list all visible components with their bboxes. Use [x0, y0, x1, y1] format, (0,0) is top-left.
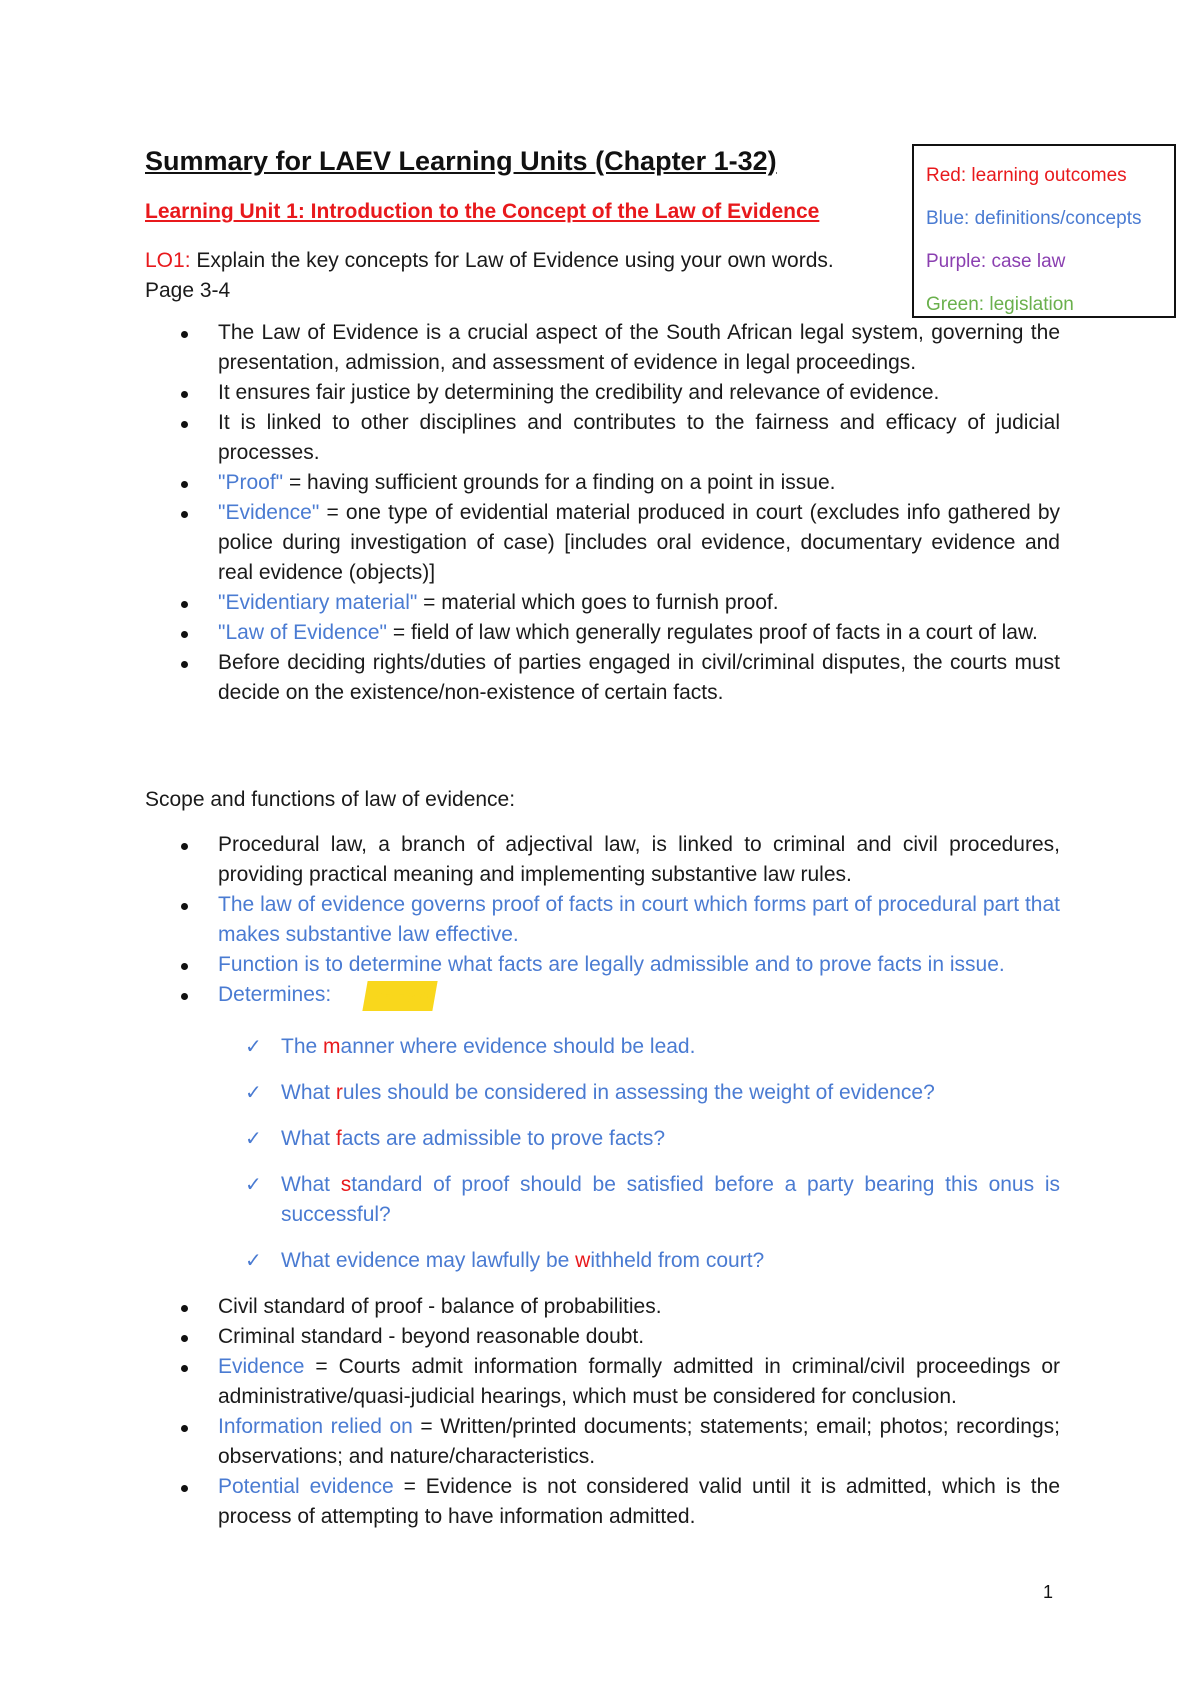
list-item [145, 1292, 1060, 1322]
lo-page: Page 3-4 [145, 279, 231, 302]
list-item [145, 498, 1060, 588]
list-item-text: Determines: [218, 983, 332, 1006]
list-item [145, 1322, 1060, 1352]
list-item-text: = one type of evidential material produced in court (excludes info gathered by police during investigation of case) [includes oral evidence, documentary evidence and real evidence (objects)] [218, 501, 1060, 584]
checklist-text: What evidence may lawfully be [281, 1249, 576, 1272]
bullet-icon [181, 1305, 188, 1312]
mnemonic-letter: s [340, 1173, 352, 1196]
scope-list [145, 830, 1060, 1011]
list-item [145, 408, 1060, 468]
lo-text: Explain the key concepts for Law of Evidence using your own words. [190, 249, 834, 272]
list-item-text: = Written/printed documents; statements; email; photos; recordings; observations; and nature/characteristics. [218, 1415, 1060, 1468]
determines-checklist [145, 1032, 1060, 1292]
list-item-text: Function is to determine what facts are legally admissible and to prove facts in issue. [218, 953, 1005, 976]
checklist-text: ules should be considered in assessing the weight of evidence? [342, 1081, 935, 1104]
checkmark-icon: ✓ [245, 1174, 262, 1196]
mnemonic-letter: f [335, 1127, 342, 1150]
list-item [145, 980, 1060, 1011]
legend-blue: Blue: definitions/concepts [926, 208, 1142, 229]
defined-term: Information relied on [218, 1415, 413, 1438]
checklist-item [145, 1124, 1060, 1154]
legend-purple: Purple: case law [926, 251, 1066, 272]
list-item-text: Procedural law, a branch of adjectival law, is linked to criminal and civil procedures, providing practical meaning and implementing substantive law rules. [218, 833, 1060, 886]
bullet-icon [181, 331, 188, 338]
bullet-icon [181, 963, 188, 970]
legend-red: Red: learning outcomes [926, 165, 1127, 186]
defined-term: "Proof" [218, 471, 284, 494]
defined-term: "Law of Evidence" [218, 621, 388, 644]
list-item-text: = Courts admit information formally admitted in criminal/civil proceedings or administrative/quasi-judicial hearings, which must be considered for conclusion. [218, 1355, 1060, 1408]
list-item [145, 1472, 1060, 1532]
list-item-text: Criminal standard - beyond reasonable doubt. [218, 1325, 645, 1348]
checklist-item [145, 1078, 1060, 1108]
document-title: Summary for LAEV Learning Units (Chapter 1-32) [145, 146, 777, 176]
bullet-icon [181, 1485, 188, 1492]
bullet-icon [181, 843, 188, 850]
list-item-text: Civil standard of proof - balance of probabilities. [218, 1295, 662, 1318]
checkmark-icon: ✓ [245, 1128, 262, 1150]
bullet-icon [181, 421, 188, 428]
bullet-icon [181, 903, 188, 910]
scope-heading: Scope and functions of law of evidence: [145, 788, 516, 811]
list-item [145, 830, 1060, 890]
checklist-text: What [281, 1127, 336, 1150]
standards-list [145, 1292, 1060, 1532]
defined-term: Evidence [218, 1355, 305, 1378]
lo-label: LO1: [145, 249, 191, 272]
checklist-text: acts are admissible to prove facts? [341, 1127, 666, 1150]
checkmark-icon: ✓ [245, 1250, 262, 1272]
list-item-text: = field of law which generally regulates proof of facts in a court of law. [387, 621, 1038, 644]
list-item [145, 588, 1060, 618]
defined-term: "Evidentiary material" [218, 591, 418, 614]
checkmark-icon: ✓ [245, 1036, 262, 1058]
list-item-text: = having sufficient grounds for a finding on a point in issue. [283, 471, 836, 494]
list-item [145, 618, 1060, 648]
list-item-text: The law of evidence governs proof of facts in court which forms part of procedural part that makes substantive law effective. [218, 893, 1060, 946]
bullet-icon [181, 1335, 188, 1342]
mnemonic-highlight: MRFSW [363, 981, 439, 1011]
bullet-icon [181, 631, 188, 638]
checklist-text: tandard of proof should be satisfied before a party bearing this onus is successful? [281, 1173, 1060, 1226]
checklist-item [145, 1170, 1060, 1230]
list-item-text: It ensures fair justice by determining the credibility and relevance of evidence. [218, 381, 940, 404]
bullet-icon [181, 601, 188, 608]
legend-green: Green: legislation [926, 294, 1074, 315]
key-concepts-list [145, 318, 1060, 708]
mnemonic-letter: r [335, 1081, 343, 1104]
list-item-text: = Evidence is not considered valid until it is admitted, which is the process of attempting to have information admitted. [218, 1475, 1061, 1528]
list-item [145, 1352, 1060, 1412]
bullet-icon [181, 1425, 188, 1432]
list-item-text: The Law of Evidence is a crucial aspect of the South African legal system, governing the presentation, admission, and assessment of evidence in legal proceedings. [218, 321, 1060, 374]
learning-outcome [145, 246, 905, 306]
list-item-text: Before deciding rights/duties of parties engaged in civil/criminal disputes, the courts must decide on the existence/non-existence of certain facts. [218, 651, 1060, 704]
checklist-text: ithheld from court? [590, 1249, 765, 1272]
learning-unit-heading: Learning Unit 1: Introduction to the Concept of the Law of Evidence [145, 200, 820, 223]
checklist-text: What [281, 1081, 336, 1104]
list-item-text: = material which goes to furnish proof. [417, 591, 779, 614]
mnemonic-letter: w [575, 1249, 591, 1272]
list-item [145, 648, 1060, 708]
list-item [145, 318, 1060, 378]
color-legend [912, 144, 1176, 318]
list-item [145, 378, 1060, 408]
list-item [145, 890, 1060, 950]
list-item [145, 468, 1060, 498]
bullet-icon [181, 661, 188, 668]
list-item [145, 950, 1060, 980]
page-number: 1 [1043, 1582, 1054, 1602]
defined-term: "Evidence" [218, 501, 320, 524]
checklist-text: anner where evidence should be lead. [340, 1035, 696, 1058]
checklist-text: The [281, 1035, 324, 1058]
bullet-icon [181, 481, 188, 488]
checkmark-icon: ✓ [245, 1082, 262, 1104]
mnemonic-letter: m [323, 1035, 341, 1058]
bullet-icon [181, 511, 188, 518]
list-item [145, 1412, 1060, 1472]
checklist-item [145, 1246, 1060, 1276]
checklist-item [145, 1032, 1060, 1062]
list-item-text: It is linked to other disciplines and contributes to the fairness and efficacy of judicial processes. [218, 411, 1060, 464]
bullet-icon [181, 1365, 188, 1372]
bullet-icon [181, 993, 188, 1000]
checklist-text: What [281, 1173, 341, 1196]
defined-term: Potential evidence [218, 1475, 394, 1498]
bullet-icon [181, 391, 188, 398]
